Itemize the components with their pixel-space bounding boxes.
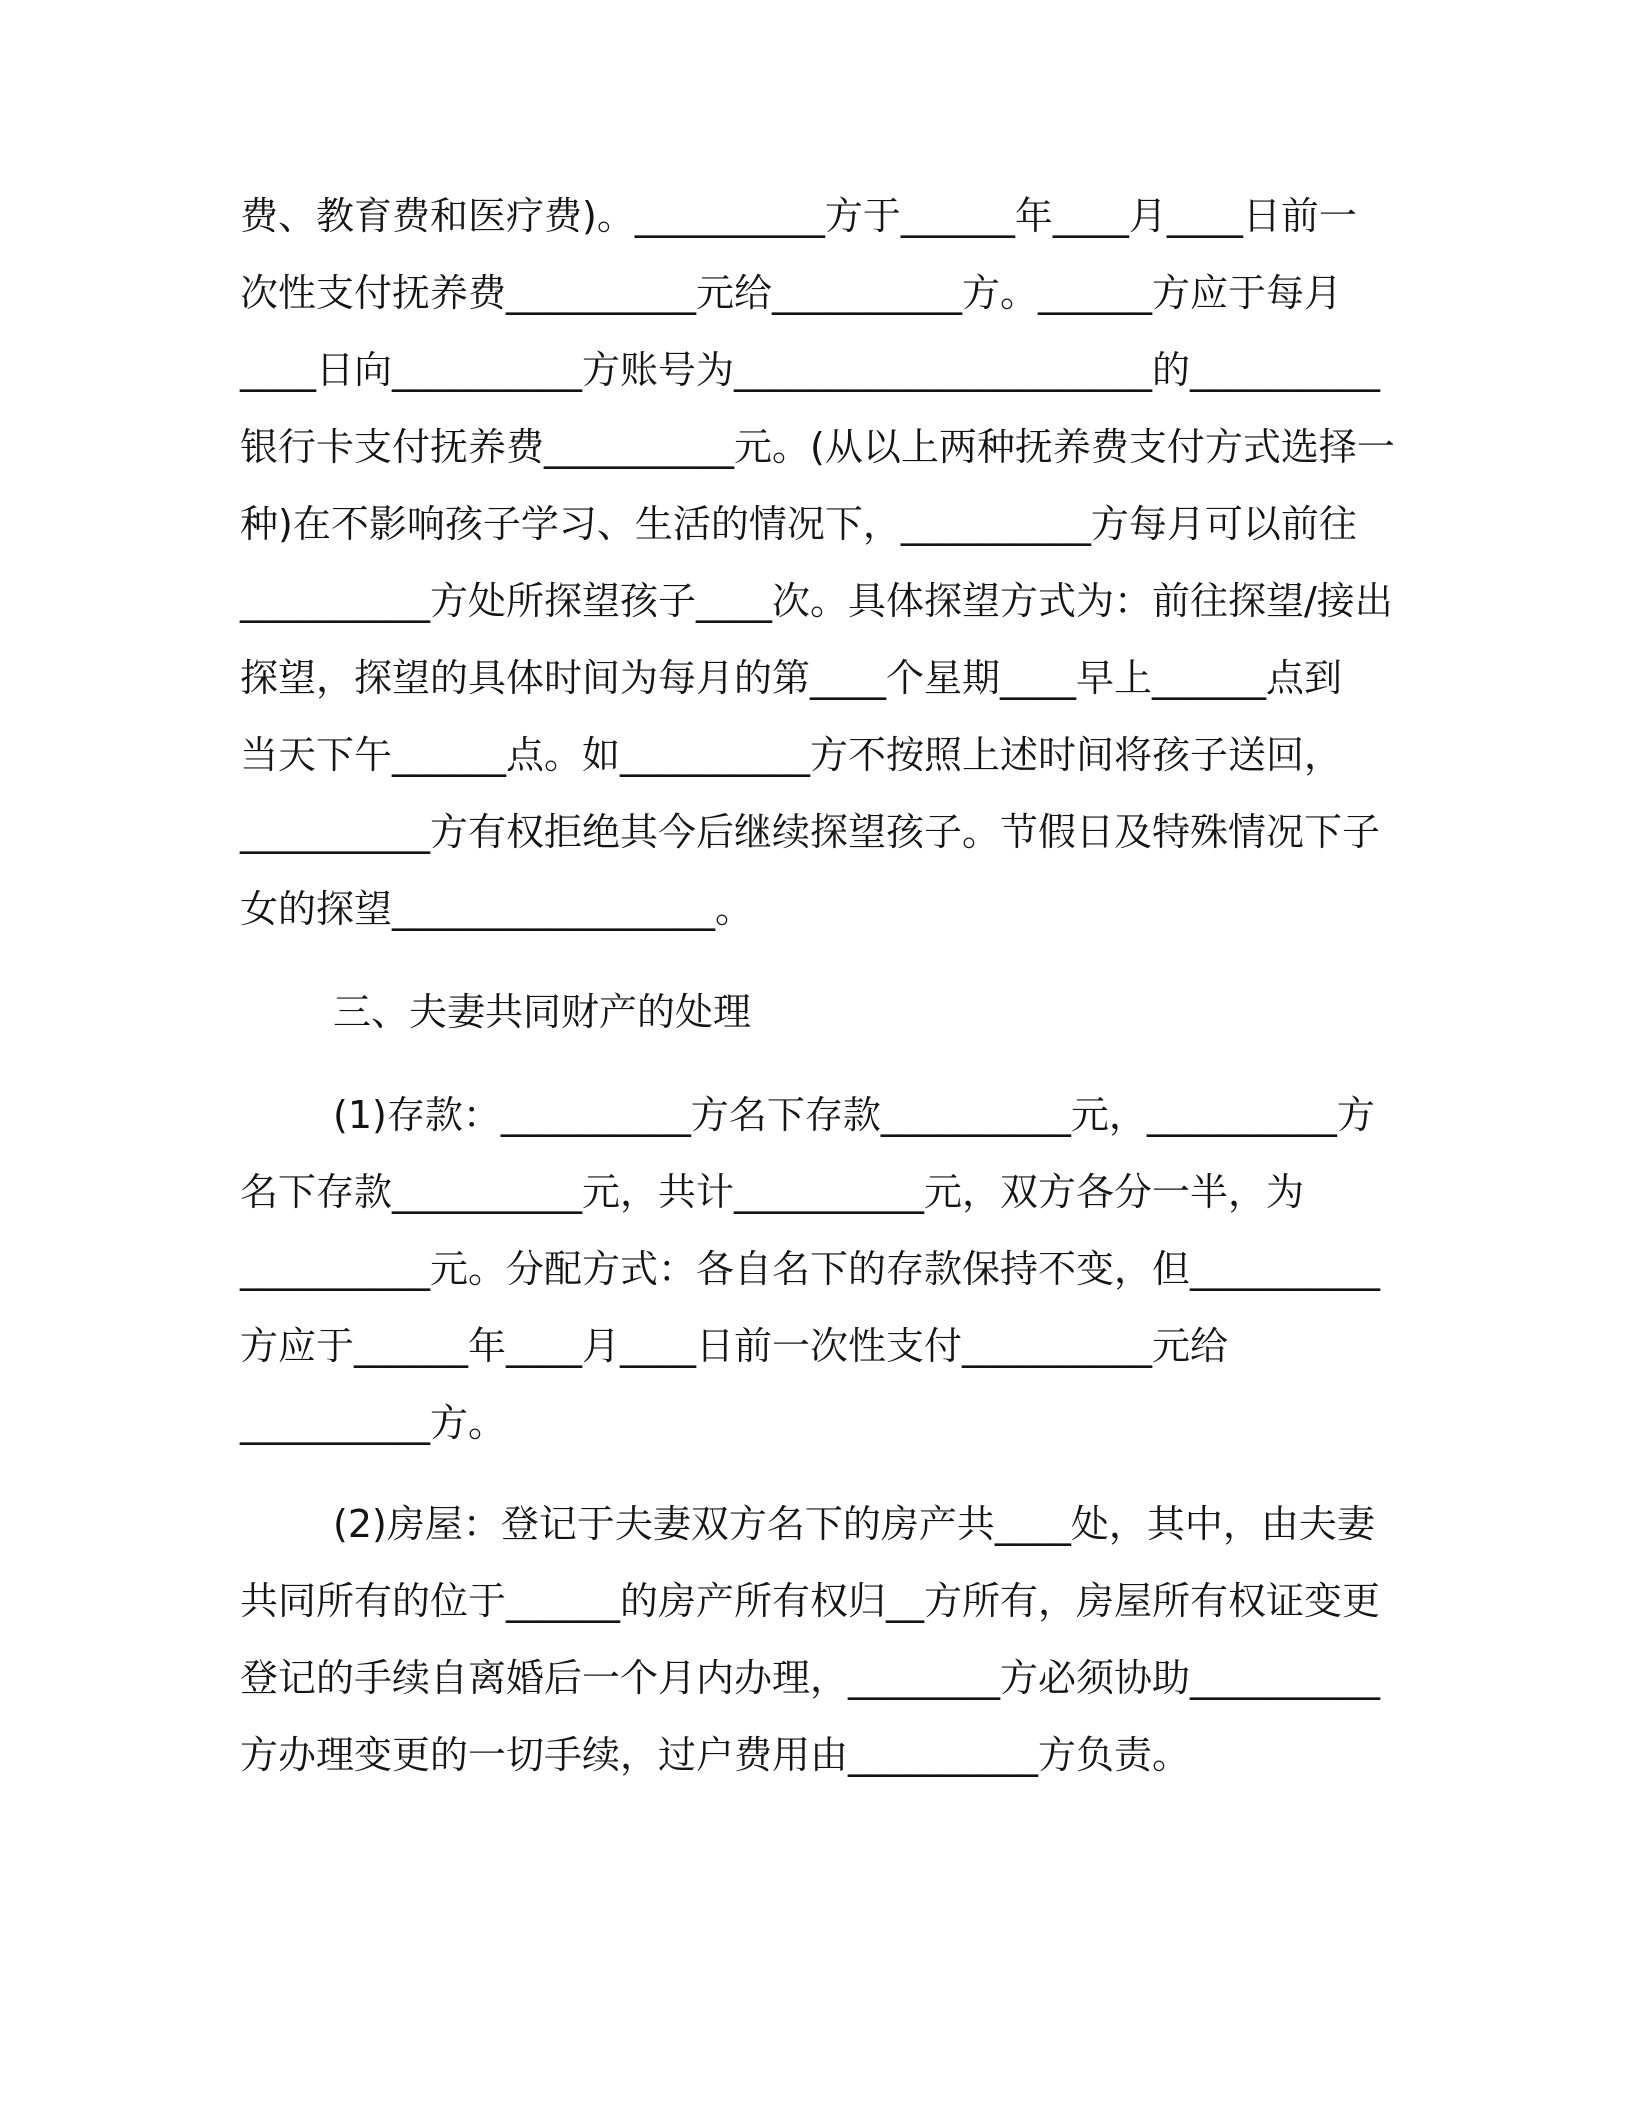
text-line: ____日向__________方账号为______________________的__________ <box>240 348 1381 392</box>
house-paragraph <box>240 1486 1440 1794</box>
section-heading-block <box>240 974 1440 1051</box>
text-line: __________元。分配方式：各自名下的存款保持不变，但__________ <box>240 1247 1381 1291</box>
text-line: 种)在不影响孩子学习、生活的情况下，__________方每月可以前往 <box>240 502 1357 546</box>
text-line: 方应于______年____月____日前一次性支付__________元给 <box>240 1324 1229 1368</box>
text-line: 共同所有的位于______的房产所有权归__方所有，房屋所有权证变更 <box>240 1579 1381 1623</box>
deposit-paragraph <box>240 1077 1440 1462</box>
text-line: (1)存款：__________方名下存款__________元，__________方 <box>333 1093 1375 1137</box>
text-line: 银行卡支付抚养费__________元。(从以上两种抚养费支付方式选择一 <box>240 425 1395 469</box>
section-heading: 三、夫妻共同财产的处理 <box>333 990 752 1034</box>
text-line: __________方处所探望孩子____次。具体探望方式为：前往探望/接出 <box>240 579 1393 623</box>
text-line: 名下存款__________元，共计__________元，双方各分一半，为 <box>240 1170 1305 1214</box>
text-line: 费、教育费和医疗费)。__________方于______年____月____日前一 <box>240 194 1357 238</box>
text-line: 方办理变更的一切手续，过户费用由__________方负责。 <box>240 1733 1191 1777</box>
text-line: 当天下午______点。如__________方不按照上述时间将孩子送回， <box>240 733 1343 777</box>
text-line: 登记的手续自离婚后一个月内办理，________方必须协助__________ <box>240 1656 1381 1700</box>
text-line: 女的探望_________________。 <box>240 887 754 931</box>
text-line: (2)房屋：登记于夫妻双方名下的房产共____处，其中，由夫妻 <box>333 1502 1375 1546</box>
text-line: __________方。 <box>240 1401 507 1445</box>
text-line: __________方有权拒绝其今后继续探望孩子。节假日及特殊情况下子 <box>240 810 1381 854</box>
text-line: 次性支付抚养费__________元给__________方。______方应于每月 <box>240 271 1343 315</box>
text-line: 探望，探望的具体时间为每月的第____个星期____早上______点到 <box>240 656 1343 700</box>
document-body <box>240 178 1440 1794</box>
child-support-paragraph <box>240 178 1440 948</box>
